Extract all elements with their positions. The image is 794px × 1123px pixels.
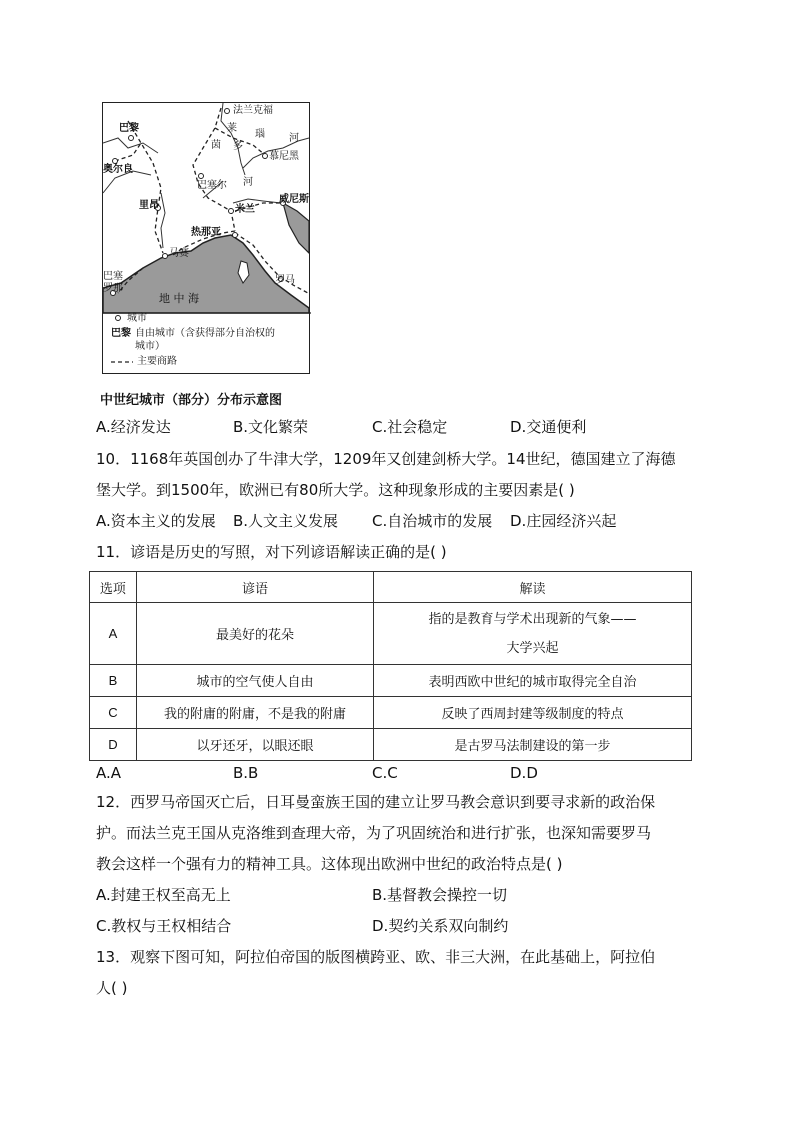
map-caption: 中世纪城市（部分）分布示意图: [100, 393, 283, 408]
label-he: 河: [289, 133, 299, 144]
row-a-option: A: [90, 603, 137, 665]
row-a-meaning-2: 大学兴起: [506, 640, 559, 656]
label-lai: 莱: [227, 123, 237, 134]
legend-city: 城市: [127, 313, 147, 324]
q9-option-b: B.文化繁荣: [233, 418, 309, 436]
q10-line-1: 10．1168年英国创办了牛津大学，1209年又创建剑桥大学。14世纪，德国建立了海德: [96, 450, 676, 468]
legend-route: 主要商路: [137, 356, 177, 367]
city-munich-dot: [263, 154, 268, 159]
row-a-saying: 最美好的花朵: [136, 603, 373, 665]
label-duo: 多: [233, 141, 243, 152]
label-venice: 威尼斯: [279, 194, 309, 205]
label-rome: 罗马: [275, 275, 295, 286]
header-saying: 谚语: [136, 572, 373, 603]
table-row: [90, 665, 692, 697]
q10-option-a: A.资本主义的发展: [96, 512, 216, 530]
city-milan-dot: [229, 209, 234, 214]
q11-option-c: C.C: [372, 764, 398, 782]
q12-line-1: 12．西罗马帝国灭亡后，日耳曼蛮族王国的建立让罗马教会意识到要寻求新的政治保: [96, 793, 656, 811]
trade-route-2: [128, 121, 163, 253]
header-meaning: 解读: [374, 572, 692, 603]
q13-line-2: 人( ): [96, 979, 128, 997]
q11-option-a: A.A: [96, 764, 122, 782]
mediterranean-sea: [103, 235, 309, 313]
table-row: [90, 697, 692, 729]
q12-option-b: B.基督教会操控一切: [372, 886, 508, 904]
q11-stem: 11．谚语是历史的写照，对下列谚语解读正确的是( ): [96, 543, 447, 561]
q12-option-d: D.契约关系双向制约: [372, 917, 509, 935]
row-a-meaning-1: 指的是教育与学术出现新的气象——: [428, 611, 637, 627]
q12-option-a: A.封建王权至高无上: [96, 886, 231, 904]
label-yin: 茵: [211, 140, 221, 151]
row-d-saying: 以牙还牙，以眼还眼: [136, 729, 373, 761]
city-orleans-dot: [113, 159, 118, 164]
city-paris-dot: [129, 136, 134, 141]
row-d-meaning: 是古罗马法制建设的第一步: [374, 729, 692, 761]
city-basel-dot: [199, 174, 204, 179]
label-mediterranean: 地 中 海: [159, 292, 199, 305]
po-river: [233, 199, 281, 203]
q11-proverb-table: [89, 571, 692, 761]
label-barcelona-2: 罗那: [103, 283, 123, 294]
table-row: [90, 603, 692, 665]
q10-option-b: B.人文主义发展: [233, 512, 339, 530]
label-orleans: 奥尔良: [103, 164, 133, 175]
q13-line-1: 13．观察下图可知，阿拉伯帝国的版图横跨亚、欧、非三大洲，在此基础上，阿拉伯: [96, 948, 656, 966]
q10-line-2: 堡大学。到1500年，欧洲已有80所大学。这种现象形成的主要因素是( ): [96, 481, 575, 499]
label-milan: 米兰: [235, 204, 255, 215]
city-frankfurt-dot: [225, 109, 230, 114]
row-b-option: B: [90, 665, 137, 697]
medieval-cities-map: [102, 102, 310, 374]
label-lyon: 里昂: [139, 200, 159, 211]
row-b-meaning: 表明西欧中世纪的城市取得完全自治: [374, 665, 692, 697]
q12-line-3: 教会这样一个强有力的精神工具。这体现出欧洲中世纪的政治特点是( ): [96, 855, 563, 873]
city-genoa-dot: [233, 233, 238, 238]
adriatic-sea: [283, 203, 309, 253]
label-barcelona-1: 巴塞: [103, 271, 123, 282]
legend-free-city-1: 自由城市（含获得部分自治权的: [135, 328, 275, 339]
table-header-row: [90, 572, 692, 603]
q9-option-d: D.交通便利: [510, 418, 587, 436]
q11-option-d: D.D: [510, 764, 538, 782]
header-option: 选项: [90, 572, 137, 603]
label-paris: 巴黎: [119, 123, 139, 134]
row-c-saying: 我的附庸的附庸，不是我的附庸: [136, 697, 373, 729]
row-c-option: C: [90, 697, 137, 729]
legend-free-city-2: 城市）: [135, 341, 165, 352]
q11-option-b: B.B: [233, 764, 259, 782]
label-frankfurt: 法兰克福: [233, 105, 273, 116]
legend-city-dot: [116, 316, 121, 321]
label-yin2: 瑙: [255, 129, 265, 140]
label-he2: 河: [243, 177, 253, 188]
table-row: [90, 729, 692, 761]
label-munich: 慕尼黑: [269, 151, 299, 162]
q12-option-c: C.教权与王权相结合: [96, 917, 232, 935]
rhone-river: [161, 193, 165, 248]
row-b-saying: 城市的空气使人自由: [136, 665, 373, 697]
q12-line-2: 护。而法兰克王国从克洛维到查理大帝，为了巩固统治和进行扩张，也深知需要罗马: [96, 824, 652, 842]
q9-option-a: A.经济发达: [96, 418, 171, 436]
trade-route-3: [115, 143, 141, 161]
legend-free-city-sample: 巴黎: [111, 328, 131, 339]
city-marseille-dot: [163, 254, 168, 259]
row-c-meaning: 反映了西周封建等级制度的特点: [374, 697, 692, 729]
row-d-option: D: [90, 729, 137, 761]
label-marseille: 马赛: [169, 248, 189, 259]
q10-option-d: D.庄园经济兴起: [510, 512, 617, 530]
row-a-meaning: [374, 603, 692, 665]
q10-option-c: C.自治城市的发展: [372, 512, 493, 530]
label-genoa: 热那亚: [191, 227, 221, 238]
label-basel: 巴塞尔: [197, 180, 227, 191]
q9-option-c: C.社会稳定: [372, 418, 448, 436]
